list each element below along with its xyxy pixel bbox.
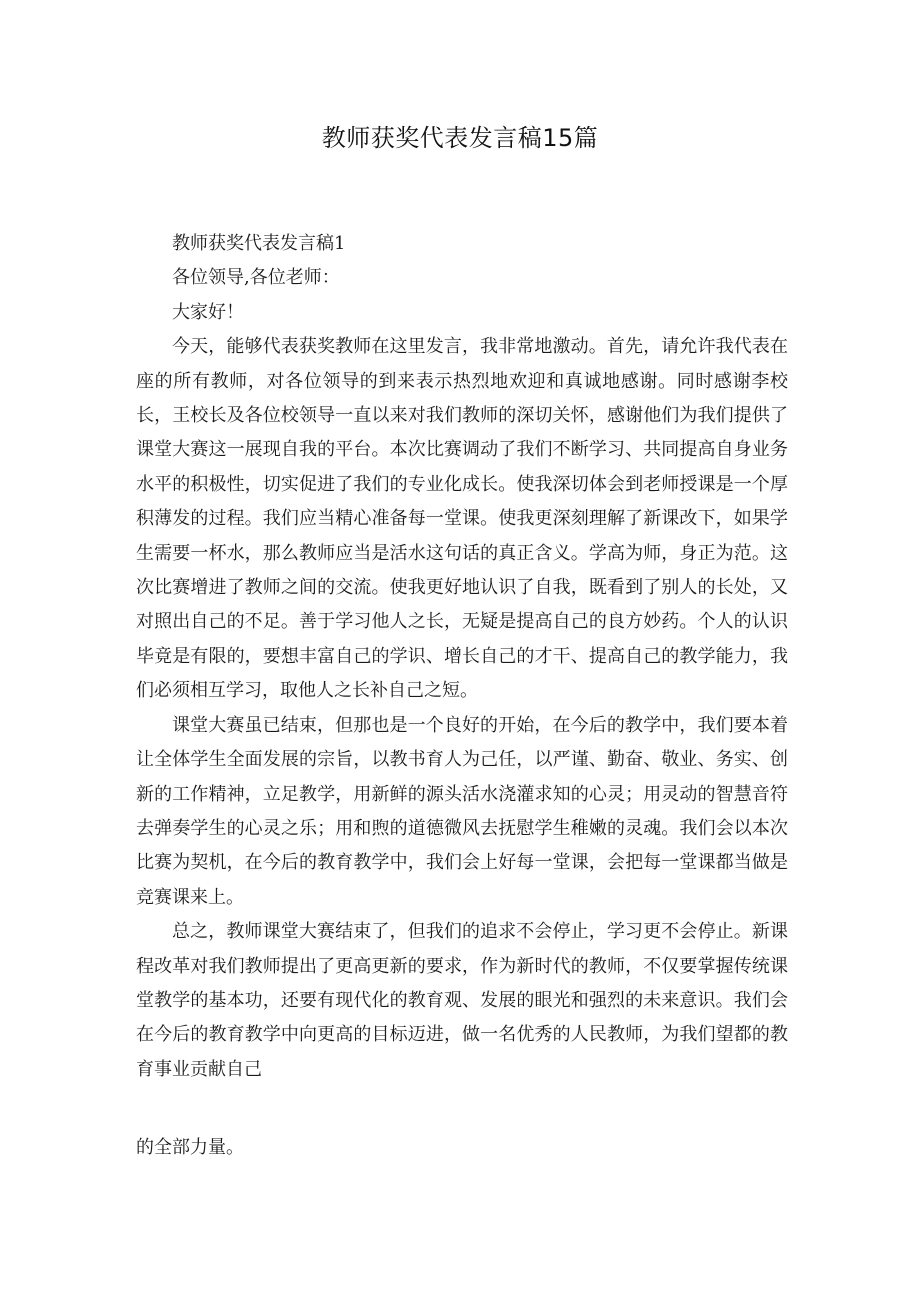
paragraph-continuation: 的全部力量。 <box>136 1137 244 1158</box>
paragraph: 总之，教师课堂大赛结束了，但我们的追求不会停止，学习更不会停止。新课程改革对我们教师提出了更高更新的要求，作为新时代的教师，不仅要掌握传统课堂教学的基本功，还要有现代化的教育观、发展的眼光和强烈的未来意识。我们会在今后的教育教学中向更高的目标迈进，做一名优秀的人民教师，为我们望都的教育事业贡献自己 <box>136 921 788 1080</box>
salutation: 各位领导,各位老师： <box>172 267 340 289</box>
paragraph: 今天，能够代表获奖教师在这里发言，我非常地激动。首先，请允许我代表在座的所有教师，对各位领导的到来表示热烈地欢迎和真诚地感谢。同时感谢李校长，王校长及各位校领导一直以来对我们教师的深切关怀，感谢他们为我们提供了课堂大赛这一展现自我的平台。本次比赛调动了我们不断学习、共同提高自身业务水平的积极性，切实促进了我们的专业化成长。使我深切体会到老师授课是一个厚积薄发的过程。我们应当精心准备每一堂课。使我更深刻理解了新课改下，如果学生需要一杯水，那么教师应当是活水这句话的真正含义。学高为师，身正为范。这次比赛增进了教师之间的交流。使我更好地认识了自我，既看到了别人的长处，又对照出自己的不足。善于学习他人之长，无疑是提高自己的良方妙药。个人的认识毕竟是有限的，要想丰富自己的学识、增长自己的才干、提高自己的教学能力，我们必须相互学习，取他人之长补自己之短。 <box>136 336 788 702</box>
greeting: 大家好！ <box>172 301 244 323</box>
document-body <box>136 227 788 1087</box>
document-title: 教师获奖代表发言稿15篇 <box>321 124 599 152</box>
paragraph: 课堂大赛虽已结束，但那也是一个良好的开始，在今后的教学中，我们要本着让全体学生全面发展的宗旨，以教书育人为己任，以严谨、勤奋、敬业、务实、创新的工作精神，立足教学，用新鲜的源头活水浇灌求知的心灵；用灵动的智慧音符去弹奏学生的心灵之乐；用和煦的道德微风去抚慰学生稚嫩的灵魂。我们会以本次比赛为契机，在今后的教育教学中，我们会上好每一堂课，会把每一堂课都当做是竞赛课来上。 <box>136 714 788 908</box>
section-heading: 教师获奖代表发言稿1 <box>172 233 346 254</box>
